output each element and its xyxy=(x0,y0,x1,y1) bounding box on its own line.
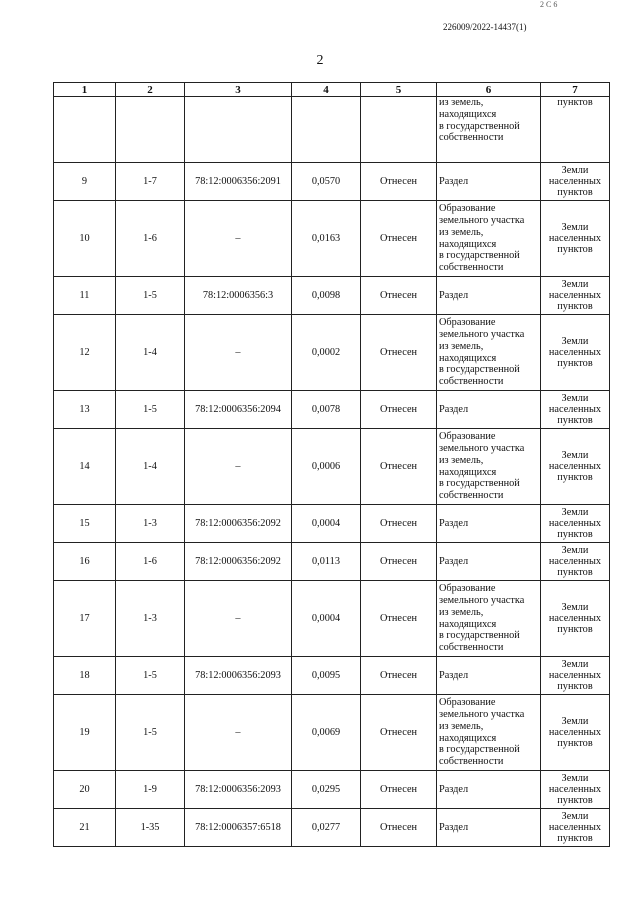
sub-number-cell xyxy=(116,505,185,543)
table-row xyxy=(54,505,610,543)
continuation-category-text: пунктов xyxy=(557,97,593,108)
continuation-row xyxy=(54,97,610,163)
page-number: 2 xyxy=(316,53,324,68)
sub-number-cell xyxy=(116,163,185,201)
action-value: Раздел xyxy=(439,517,469,529)
category-value: Земли населенных пунктов xyxy=(548,450,602,483)
action-value-cell xyxy=(437,429,541,505)
sub-number-cell xyxy=(116,657,185,695)
status-value-cell xyxy=(361,581,437,657)
sub-number: 1-5 xyxy=(143,727,157,738)
category-value: Земли населенных пунктов xyxy=(548,165,602,198)
status-value: Отнесен xyxy=(379,556,418,567)
area-value: 0,0002 xyxy=(311,347,341,358)
category-value: Земли населенных пунктов xyxy=(548,659,602,692)
action-value: Образование земельного участка из земель, находящихся в государственной собственности xyxy=(439,203,525,274)
cadastral-number: – xyxy=(235,727,241,738)
cadastral-number-cell xyxy=(185,581,292,657)
area-value: 0,0570 xyxy=(311,176,341,187)
row-number-cell xyxy=(54,315,116,391)
category-value-cell xyxy=(541,163,610,201)
area-value: 0,0004 xyxy=(311,613,341,624)
row-number: 11 xyxy=(79,290,90,301)
action-value: Образование земельного участка из земель, находящихся в государственной собственности xyxy=(439,431,525,502)
area-value: 0,0006 xyxy=(311,461,341,472)
status-value-cell xyxy=(361,809,437,847)
status-value-cell xyxy=(361,505,437,543)
table-row xyxy=(54,277,610,315)
area-value: 0,0069 xyxy=(311,727,341,738)
continuation-cell-5 xyxy=(361,97,437,163)
sub-number: 1-3 xyxy=(143,518,157,529)
table-row xyxy=(54,429,610,505)
row-number-cell xyxy=(54,201,116,277)
action-value-cell xyxy=(437,581,541,657)
sub-number: 1-5 xyxy=(143,290,157,301)
sub-number-cell xyxy=(116,391,185,429)
sub-number-cell xyxy=(116,581,185,657)
action-value: Образование земельного участка из земель, находящихся в государственной собственности xyxy=(439,317,525,388)
cadastral-number: – xyxy=(235,347,241,358)
table-row xyxy=(54,771,610,809)
category-value-cell xyxy=(541,391,610,429)
area-value: 0,0098 xyxy=(311,290,341,301)
row-number-cell xyxy=(54,163,116,201)
table-row xyxy=(54,543,610,581)
area-value-cell xyxy=(292,429,361,505)
area-value: 0,0295 xyxy=(311,784,341,795)
land-plots-table xyxy=(53,82,610,847)
sub-number-cell xyxy=(116,695,185,771)
row-number: 19 xyxy=(79,727,90,738)
area-value-cell xyxy=(292,163,361,201)
sub-number: 1-6 xyxy=(143,556,157,567)
area-value-cell xyxy=(292,581,361,657)
action-value: Раздел xyxy=(439,669,469,681)
cadastral-number: 78:12:0006356:2092 xyxy=(195,518,281,529)
action-value: Раздел xyxy=(439,821,469,833)
row-number: 14 xyxy=(79,461,90,472)
area-value-cell xyxy=(292,505,361,543)
sub-number-cell xyxy=(116,809,185,847)
cadastral-number-cell xyxy=(185,315,292,391)
cadastral-number: 78:12:0006356:2091 xyxy=(195,176,281,187)
action-value: Образование земельного участка из земель, находящихся в государственной собственности xyxy=(439,697,525,768)
status-value-cell xyxy=(361,771,437,809)
cadastral-number: 78:12:0006356:2092 xyxy=(195,556,281,567)
category-value-cell xyxy=(541,315,610,391)
continuation-cell-4 xyxy=(292,97,361,163)
document-id: 226009/2022-14437(1) xyxy=(443,22,527,32)
area-value: 0,0163 xyxy=(311,233,341,244)
continuation-cell-2 xyxy=(116,97,185,163)
area-value-cell xyxy=(292,277,361,315)
row-number-cell xyxy=(54,657,116,695)
sub-number: 1-5 xyxy=(143,404,157,415)
status-value: Отнесен xyxy=(379,613,418,624)
area-value: 0,0004 xyxy=(311,518,341,529)
action-value-cell xyxy=(437,163,541,201)
category-value-cell xyxy=(541,543,610,581)
row-number-cell xyxy=(54,581,116,657)
category-value: Земли населенных пунктов xyxy=(548,811,602,844)
action-value: Раздел xyxy=(439,555,469,567)
row-number: 15 xyxy=(79,518,90,529)
area-value-cell xyxy=(292,771,361,809)
status-value: Отнесен xyxy=(379,727,418,738)
action-value-cell xyxy=(437,315,541,391)
sub-number: 1-3 xyxy=(143,613,157,624)
cadastral-number-cell xyxy=(185,771,292,809)
sub-number-cell xyxy=(116,201,185,277)
status-value-cell xyxy=(361,163,437,201)
row-number-cell xyxy=(54,543,116,581)
area-value: 0,0113 xyxy=(312,556,340,567)
status-value: Отнесен xyxy=(379,518,418,529)
status-value-cell xyxy=(361,201,437,277)
row-number-cell xyxy=(54,429,116,505)
table-row xyxy=(54,695,610,771)
cadastral-number-cell xyxy=(185,429,292,505)
row-number: 17 xyxy=(79,613,90,624)
sub-number: 1-4 xyxy=(143,461,157,472)
category-value-cell xyxy=(541,581,610,657)
sub-number-cell xyxy=(116,315,185,391)
status-value-cell xyxy=(361,315,437,391)
status-value: Отнесен xyxy=(379,461,418,472)
category-value-cell xyxy=(541,771,610,809)
row-number-cell xyxy=(54,277,116,315)
status-value-cell xyxy=(361,277,437,315)
cadastral-number: 78:12:0006357:6518 xyxy=(195,822,281,833)
cadastral-number-cell xyxy=(185,163,292,201)
sub-number: 1-4 xyxy=(143,347,157,358)
status-value: Отнесен xyxy=(379,233,418,244)
area-value-cell xyxy=(292,543,361,581)
cadastral-number-cell xyxy=(185,201,292,277)
action-value-cell xyxy=(437,543,541,581)
continuation-cell-3 xyxy=(185,97,292,163)
action-value-cell xyxy=(437,657,541,695)
row-number: 18 xyxy=(79,670,90,681)
action-value-cell xyxy=(437,809,541,847)
row-number-cell xyxy=(54,809,116,847)
cadastral-number: 78:12:0006356:2093 xyxy=(195,784,281,795)
sub-number-cell xyxy=(116,771,185,809)
cadastral-number: 78:12:0006356:2093 xyxy=(195,670,281,681)
table-row xyxy=(54,657,610,695)
cadastral-number-cell xyxy=(185,391,292,429)
table-row xyxy=(54,391,610,429)
cadastral-number-cell xyxy=(185,809,292,847)
area-value-cell xyxy=(292,391,361,429)
area-value: 0,0277 xyxy=(311,822,341,833)
continuation-action-cell xyxy=(437,97,541,163)
corner-page-mark: 2 С 6 xyxy=(540,0,558,9)
sub-number: 1-9 xyxy=(143,784,157,795)
status-value: Отнесен xyxy=(379,822,418,833)
status-value-cell xyxy=(361,543,437,581)
action-value: Раздел xyxy=(439,783,469,795)
area-value-cell xyxy=(292,695,361,771)
table-row xyxy=(54,809,610,847)
cadastral-number: 78:12:0006356:3 xyxy=(202,290,274,301)
cadastral-number-cell xyxy=(185,543,292,581)
row-number: 10 xyxy=(79,233,90,244)
continuation-category-cell xyxy=(541,97,610,163)
row-number-cell xyxy=(54,771,116,809)
status-value: Отнесен xyxy=(379,347,418,358)
status-value-cell xyxy=(361,695,437,771)
category-value-cell xyxy=(541,429,610,505)
area-value: 0,0095 xyxy=(311,670,341,681)
category-value: Земли населенных пунктов xyxy=(548,279,602,312)
continuation-action-text: из земель, находящихся в государственной собственности xyxy=(439,97,520,144)
category-value: Земли населенных пунктов xyxy=(548,336,602,369)
table-row xyxy=(54,163,610,201)
sub-number: 1-35 xyxy=(140,822,160,833)
category-value: Земли населенных пунктов xyxy=(548,773,602,806)
row-number-cell xyxy=(54,695,116,771)
action-value: Раздел xyxy=(439,289,469,301)
action-value-cell xyxy=(437,201,541,277)
col-header-1: 1 xyxy=(54,83,116,97)
action-value: Раздел xyxy=(439,175,469,187)
table-row xyxy=(54,581,610,657)
cadastral-number-cell xyxy=(185,695,292,771)
category-value: Земли населенных пунктов xyxy=(548,507,602,540)
row-number-cell xyxy=(54,505,116,543)
category-value: Земли населенных пунктов xyxy=(548,393,602,426)
category-value: Земли населенных пунктов xyxy=(548,222,602,255)
category-value-cell xyxy=(541,277,610,315)
area-value: 0,0078 xyxy=(311,404,341,415)
category-value-cell xyxy=(541,505,610,543)
status-value: Отнесен xyxy=(379,670,418,681)
status-value: Отнесен xyxy=(379,290,418,301)
category-value-cell xyxy=(541,809,610,847)
cadastral-number-cell xyxy=(185,277,292,315)
sub-number: 1-6 xyxy=(143,233,157,244)
status-value-cell xyxy=(361,429,437,505)
continuation-cell-1 xyxy=(54,97,116,163)
col-header-7: 7 xyxy=(541,83,610,97)
col-header-2: 2 xyxy=(116,83,185,97)
row-number: 9 xyxy=(81,176,88,187)
sub-number-cell xyxy=(116,277,185,315)
row-number: 20 xyxy=(79,784,90,795)
row-number-cell xyxy=(54,391,116,429)
category-value: Земли населенных пунктов xyxy=(548,602,602,635)
status-value-cell xyxy=(361,657,437,695)
action-value-cell xyxy=(437,771,541,809)
category-value-cell xyxy=(541,695,610,771)
col-header-3: 3 xyxy=(185,83,292,97)
col-header-5: 5 xyxy=(361,83,437,97)
status-value-cell xyxy=(361,391,437,429)
area-value-cell xyxy=(292,201,361,277)
cadastral-number: – xyxy=(235,233,241,244)
sub-number: 1-7 xyxy=(143,176,157,187)
action-value: Образование земельного участка из земель, находящихся в государственной собственности xyxy=(439,583,525,654)
action-value-cell xyxy=(437,505,541,543)
cadastral-number-cell xyxy=(185,505,292,543)
category-value: Земли населенных пунктов xyxy=(548,545,602,578)
row-number: 13 xyxy=(79,404,90,415)
cadastral-number: – xyxy=(235,613,241,624)
cadastral-number-cell xyxy=(185,657,292,695)
sub-number-cell xyxy=(116,543,185,581)
row-number: 12 xyxy=(79,347,90,358)
action-value-cell xyxy=(437,277,541,315)
action-value-cell xyxy=(437,391,541,429)
table-header-row xyxy=(54,83,610,97)
category-value-cell xyxy=(541,201,610,277)
sub-number-cell xyxy=(116,429,185,505)
status-value: Отнесен xyxy=(379,176,418,187)
area-value-cell xyxy=(292,809,361,847)
sub-number: 1-5 xyxy=(143,670,157,681)
action-value: Раздел xyxy=(439,403,469,415)
action-value-cell xyxy=(437,695,541,771)
area-value-cell xyxy=(292,315,361,391)
category-value: Земли населенных пунктов xyxy=(548,716,602,749)
col-header-4: 4 xyxy=(292,83,361,97)
category-value-cell xyxy=(541,657,610,695)
status-value: Отнесен xyxy=(379,784,418,795)
table-row xyxy=(54,201,610,277)
table-row xyxy=(54,315,610,391)
col-header-6: 6 xyxy=(437,83,541,97)
row-number: 21 xyxy=(79,822,90,833)
cadastral-number: – xyxy=(235,461,241,472)
status-value: Отнесен xyxy=(379,404,418,415)
row-number: 16 xyxy=(79,556,90,567)
cadastral-number: 78:12:0006356:2094 xyxy=(195,404,281,415)
area-value-cell xyxy=(292,657,361,695)
